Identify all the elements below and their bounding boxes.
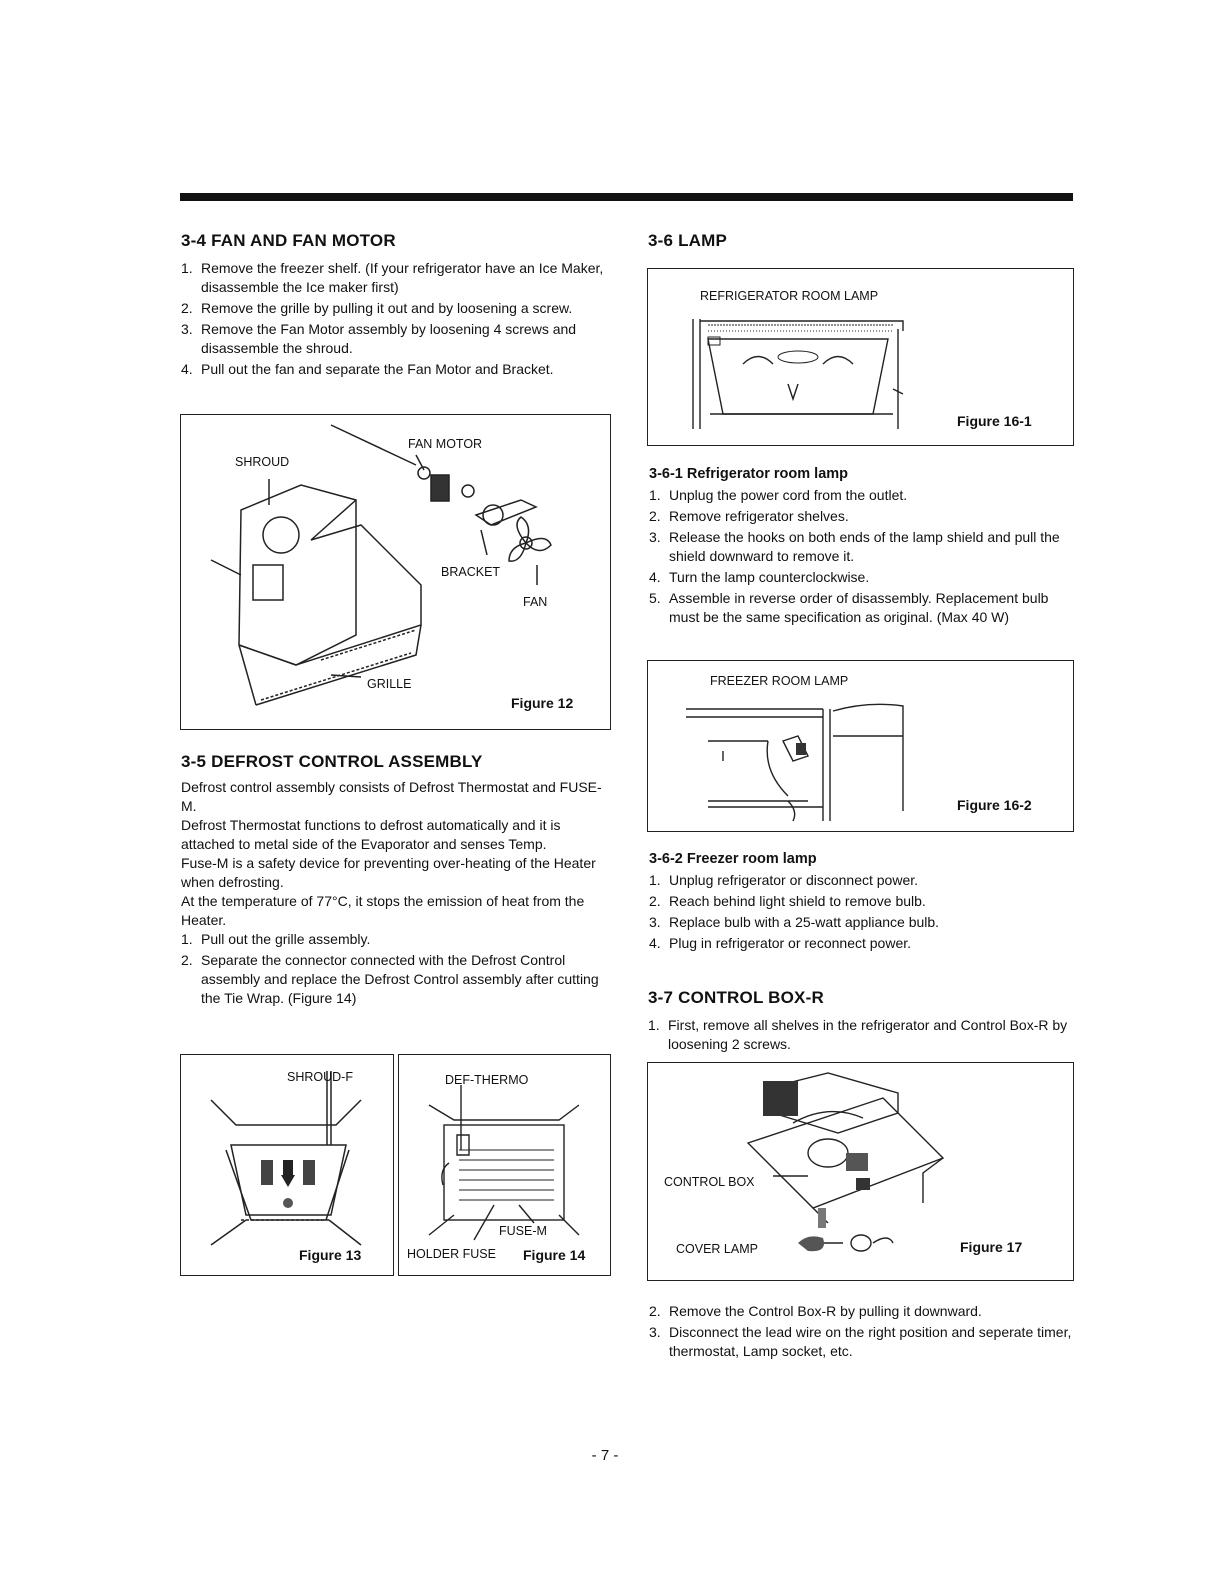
- figure-caption: Figure 12: [511, 695, 574, 711]
- list-item: 4. Turn the lamp counterclockwise.: [649, 569, 870, 585]
- figure-caption: Figure 14: [523, 1247, 586, 1263]
- list-item: 1. Remove the freezer shelf. (If your refrigerator have an Ice Maker, disassemble the Ice maker first): [181, 260, 604, 295]
- list-item: 2. Remove the Control Box-R by pulling it downward.: [649, 1303, 982, 1319]
- list-item: 3. Replace bulb with a 25-watt appliance bulb.: [649, 914, 940, 930]
- label-fan-motor: FAN MOTOR: [408, 437, 483, 451]
- section-title: 3-7 CONTROL BOX-R: [648, 988, 824, 1007]
- section-title: 3-6 LAMP: [648, 231, 728, 250]
- paragraph: At the temperature of 77°C, it stops the emission of heat from the Heater.: [181, 893, 585, 928]
- label-refrigerator-room-lamp: REFRIGERATOR ROOM LAMP: [700, 289, 879, 303]
- label-bracket: BRACKET: [441, 565, 501, 579]
- label-fuse-m: FUSE-M: [499, 1224, 547, 1238]
- paragraph: Defrost control assembly consists of Defrost Thermostat and FUSE-M.: [181, 779, 602, 814]
- list-item: 2. Separate the connector connected with the Defrost Control assembly and replace the Defrost Control assembly after cutting the Tie Wrap. (Figure 14): [181, 952, 599, 1006]
- step-list: [649, 871, 1077, 953]
- list-item: 3. Disconnect the lead wire on the right position and seperate timer, thermostat, Lamp socket, etc.: [649, 1324, 1072, 1359]
- label-control-box: CONTROL BOX: [664, 1175, 755, 1189]
- figure-16-2: [647, 660, 1074, 832]
- figure-14: [398, 1054, 611, 1276]
- figure-17: [647, 1062, 1074, 1281]
- label-fan: FAN: [523, 595, 548, 609]
- subsection-title: 3-6-1 Refrigerator room lamp: [649, 466, 849, 482]
- list-item: 4. Plug in refrigerator or reconnect power.: [649, 935, 912, 951]
- step-list: [649, 1302, 1077, 1361]
- figure-12: [180, 414, 611, 730]
- subsection-3-6-1: [649, 466, 1077, 629]
- paragraph: Defrost Thermostat functions to defrost automatically and it is attached to metal side of the Evaporator and senses Temp.: [181, 817, 561, 852]
- list-item: 1. First, remove all shelves in the refrigerator and Control Box-R by loosening 2 screws.: [648, 1017, 1068, 1052]
- label-holder-fuse: HOLDER FUSE: [407, 1247, 496, 1261]
- figure-caption: Figure 17: [960, 1239, 1023, 1255]
- paragraph: Fuse-M is a safety device for preventing over-heating of the Heater when defrosting.: [181, 855, 596, 890]
- figure-16-1: [647, 268, 1074, 446]
- subsection-3-6-2: [649, 851, 1077, 955]
- section-3-7-continued: [649, 1302, 1077, 1363]
- section-3-7: [648, 988, 1078, 1056]
- section-3-4: [181, 231, 611, 381]
- list-item: 1. Pull out the grille assembly.: [181, 931, 371, 947]
- figure-13: [180, 1054, 394, 1276]
- list-item: 2. Remove refrigerator shelves.: [649, 508, 849, 524]
- label-grille: GRILLE: [367, 677, 412, 691]
- list-item: 4. Pull out the fan and separate the Fan Motor and Bracket.: [181, 361, 554, 377]
- page-number: - 7 -: [591, 1447, 619, 1464]
- label-cover-lamp: COVER LAMP: [676, 1242, 758, 1256]
- header-rule: [180, 193, 1073, 201]
- figure-caption: Figure 16-2: [957, 797, 1032, 813]
- figure-caption: Figure 16-1: [957, 413, 1032, 429]
- step-list: [648, 1016, 1078, 1054]
- label-freezer-room-lamp: FREEZER ROOM LAMP: [710, 674, 849, 688]
- section-3-5: [181, 752, 611, 1010]
- section-title: 3-5 DEFROST CONTROL ASSEMBLY: [181, 752, 483, 771]
- list-item: 1. Unplug refrigerator or disconnect power.: [649, 872, 919, 888]
- step-list: [649, 486, 1077, 627]
- list-item: 3. Release the hooks on both ends of the lamp shield and pull the shield downward to remove it.: [649, 529, 1060, 564]
- subsection-title: 3-6-2 Freezer room lamp: [649, 851, 817, 867]
- shroud-f-diagram: [181, 1055, 393, 1273]
- label-def-thermo: DEF-THERMO: [445, 1073, 529, 1087]
- section-title: 3-4 FAN AND FAN MOTOR: [181, 231, 396, 250]
- list-item: 2. Reach behind light shield to remove bulb.: [649, 893, 926, 909]
- list-item: 3. Remove the Fan Motor assembly by loosening 4 screws and disassemble the shroud.: [181, 321, 577, 356]
- label-shroud-f: SHROUD-F: [287, 1070, 353, 1084]
- section-3-6: [648, 231, 1078, 251]
- label-shroud: SHROUD: [235, 455, 290, 469]
- list-item: 5. Assemble in reverse order of disassembly. Replacement bulb must be the same specification as original. (Max 40 W): [649, 590, 1049, 625]
- list-item: 2. Remove the grille by pulling it out and by loosening a screw.: [181, 300, 573, 316]
- step-list: [181, 259, 611, 379]
- list-item: 1. Unplug the power cord from the outlet.: [649, 487, 908, 503]
- figure-caption: Figure 13: [299, 1247, 362, 1263]
- step-list: [181, 930, 611, 1008]
- def-thermo-diagram: [399, 1055, 609, 1273]
